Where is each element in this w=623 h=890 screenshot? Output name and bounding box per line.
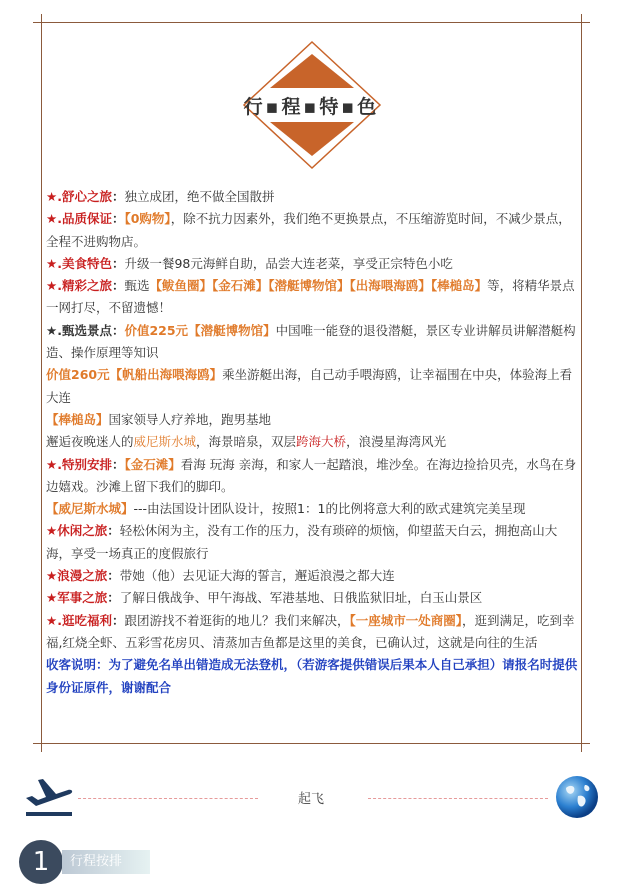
- divider-line-right: [368, 798, 548, 799]
- feature-line: 【棒槌岛】国家领导人疗养地，跑男基地: [46, 411, 272, 427]
- feature-line: ★.逛吃福利：跟团游找不着逛街的地儿？我们来解决，【一座城市一处商圈】，逛到满足，吃到幸福,红烧全虾、五彩雪花房贝、清蒸加吉鱼都是这里的美食，已确认过，这就是向往的生活: [46, 612, 575, 650]
- day-label: 行程按排: [62, 850, 150, 874]
- feature-line: ★浪漫之旅：带她（他）去见证大海的誓言，邂逅浪漫之都大连: [46, 568, 395, 584]
- feature-line: ★军事之旅：了解日俄战争、甲午海战、军港基地、日俄监狱旧址，白玉山景区: [46, 590, 483, 606]
- feature-line: ★.精彩之旅：甄选【鲅鱼圈】【金石滩】【潜艇博物馆】【出海喂海鸥】【棒槌岛】等，将精华景点一网打尽，不留遗憾！: [46, 278, 575, 316]
- feature-line: 邂逅夜晚迷人的威尼斯水城，海景暗泉，双层跨海大桥，浪漫星海湾风光: [46, 434, 447, 450]
- airplane-icon: [24, 776, 74, 818]
- divider-line-left: [78, 798, 258, 799]
- globe-icon: [554, 774, 600, 820]
- section-title: 行▪程▪特▪色: [243, 96, 380, 118]
- feature-line: 价值260元【帆船出海喂海鸥】乘坐游艇出海，自己动手喂海鸥，让幸福围在中央，体验海上看大连: [46, 367, 573, 405]
- feature-line: ★休闲之旅：轻松休闲为主，没有工作的压力，没有琐碎的烦恼，仰望蓝天白云，拥抱高山大海，享受一场真正的度假旅行: [46, 523, 558, 561]
- divider-label: 起飞: [297, 792, 324, 807]
- feature-line: 【威尼斯水城】---由法国设计团队设计，按照1：1的比例将意大利的欧式建筑完美呈现: [46, 501, 526, 517]
- feature-line: ★.特别安排：【金石滩】看海 玩海 亲海，和家人一起踏浪，堆沙垒。在海边捡拾贝壳，水鸟在身边嬉戏。沙滩上留下我们的脚印。: [46, 456, 577, 494]
- itinerary-features: [46, 186, 579, 699]
- feature-line: ★.舒心之旅：独立成团，绝不做全国散拼: [46, 189, 275, 204]
- feature-line: ★.甄选景点：价值225元【潜艇博物馆】中国唯一能登的退役潜艇，景区专业讲解员讲解潜艇构造、操作原理等知识: [46, 322, 576, 361]
- feature-line: ★.品质保证：【0购物】，除不抗力因素外，我们绝不更换景点，不压缩游览时间，不减少景点，全程不进购物店。: [46, 211, 571, 249]
- booking-note: 收客说明：为了避免名单出错造成无法登机，（若游客提供错误后果本人自己承担）请报名时提供身份证原件，谢谢配合: [46, 657, 578, 695]
- day-number-badge: 1: [19, 840, 63, 884]
- takeoff-divider: [0, 770, 623, 820]
- feature-line: ★.美食特色：升级一餐98元海鲜自助，品尝大连老菜，享受正宗特色小吃: [46, 255, 453, 271]
